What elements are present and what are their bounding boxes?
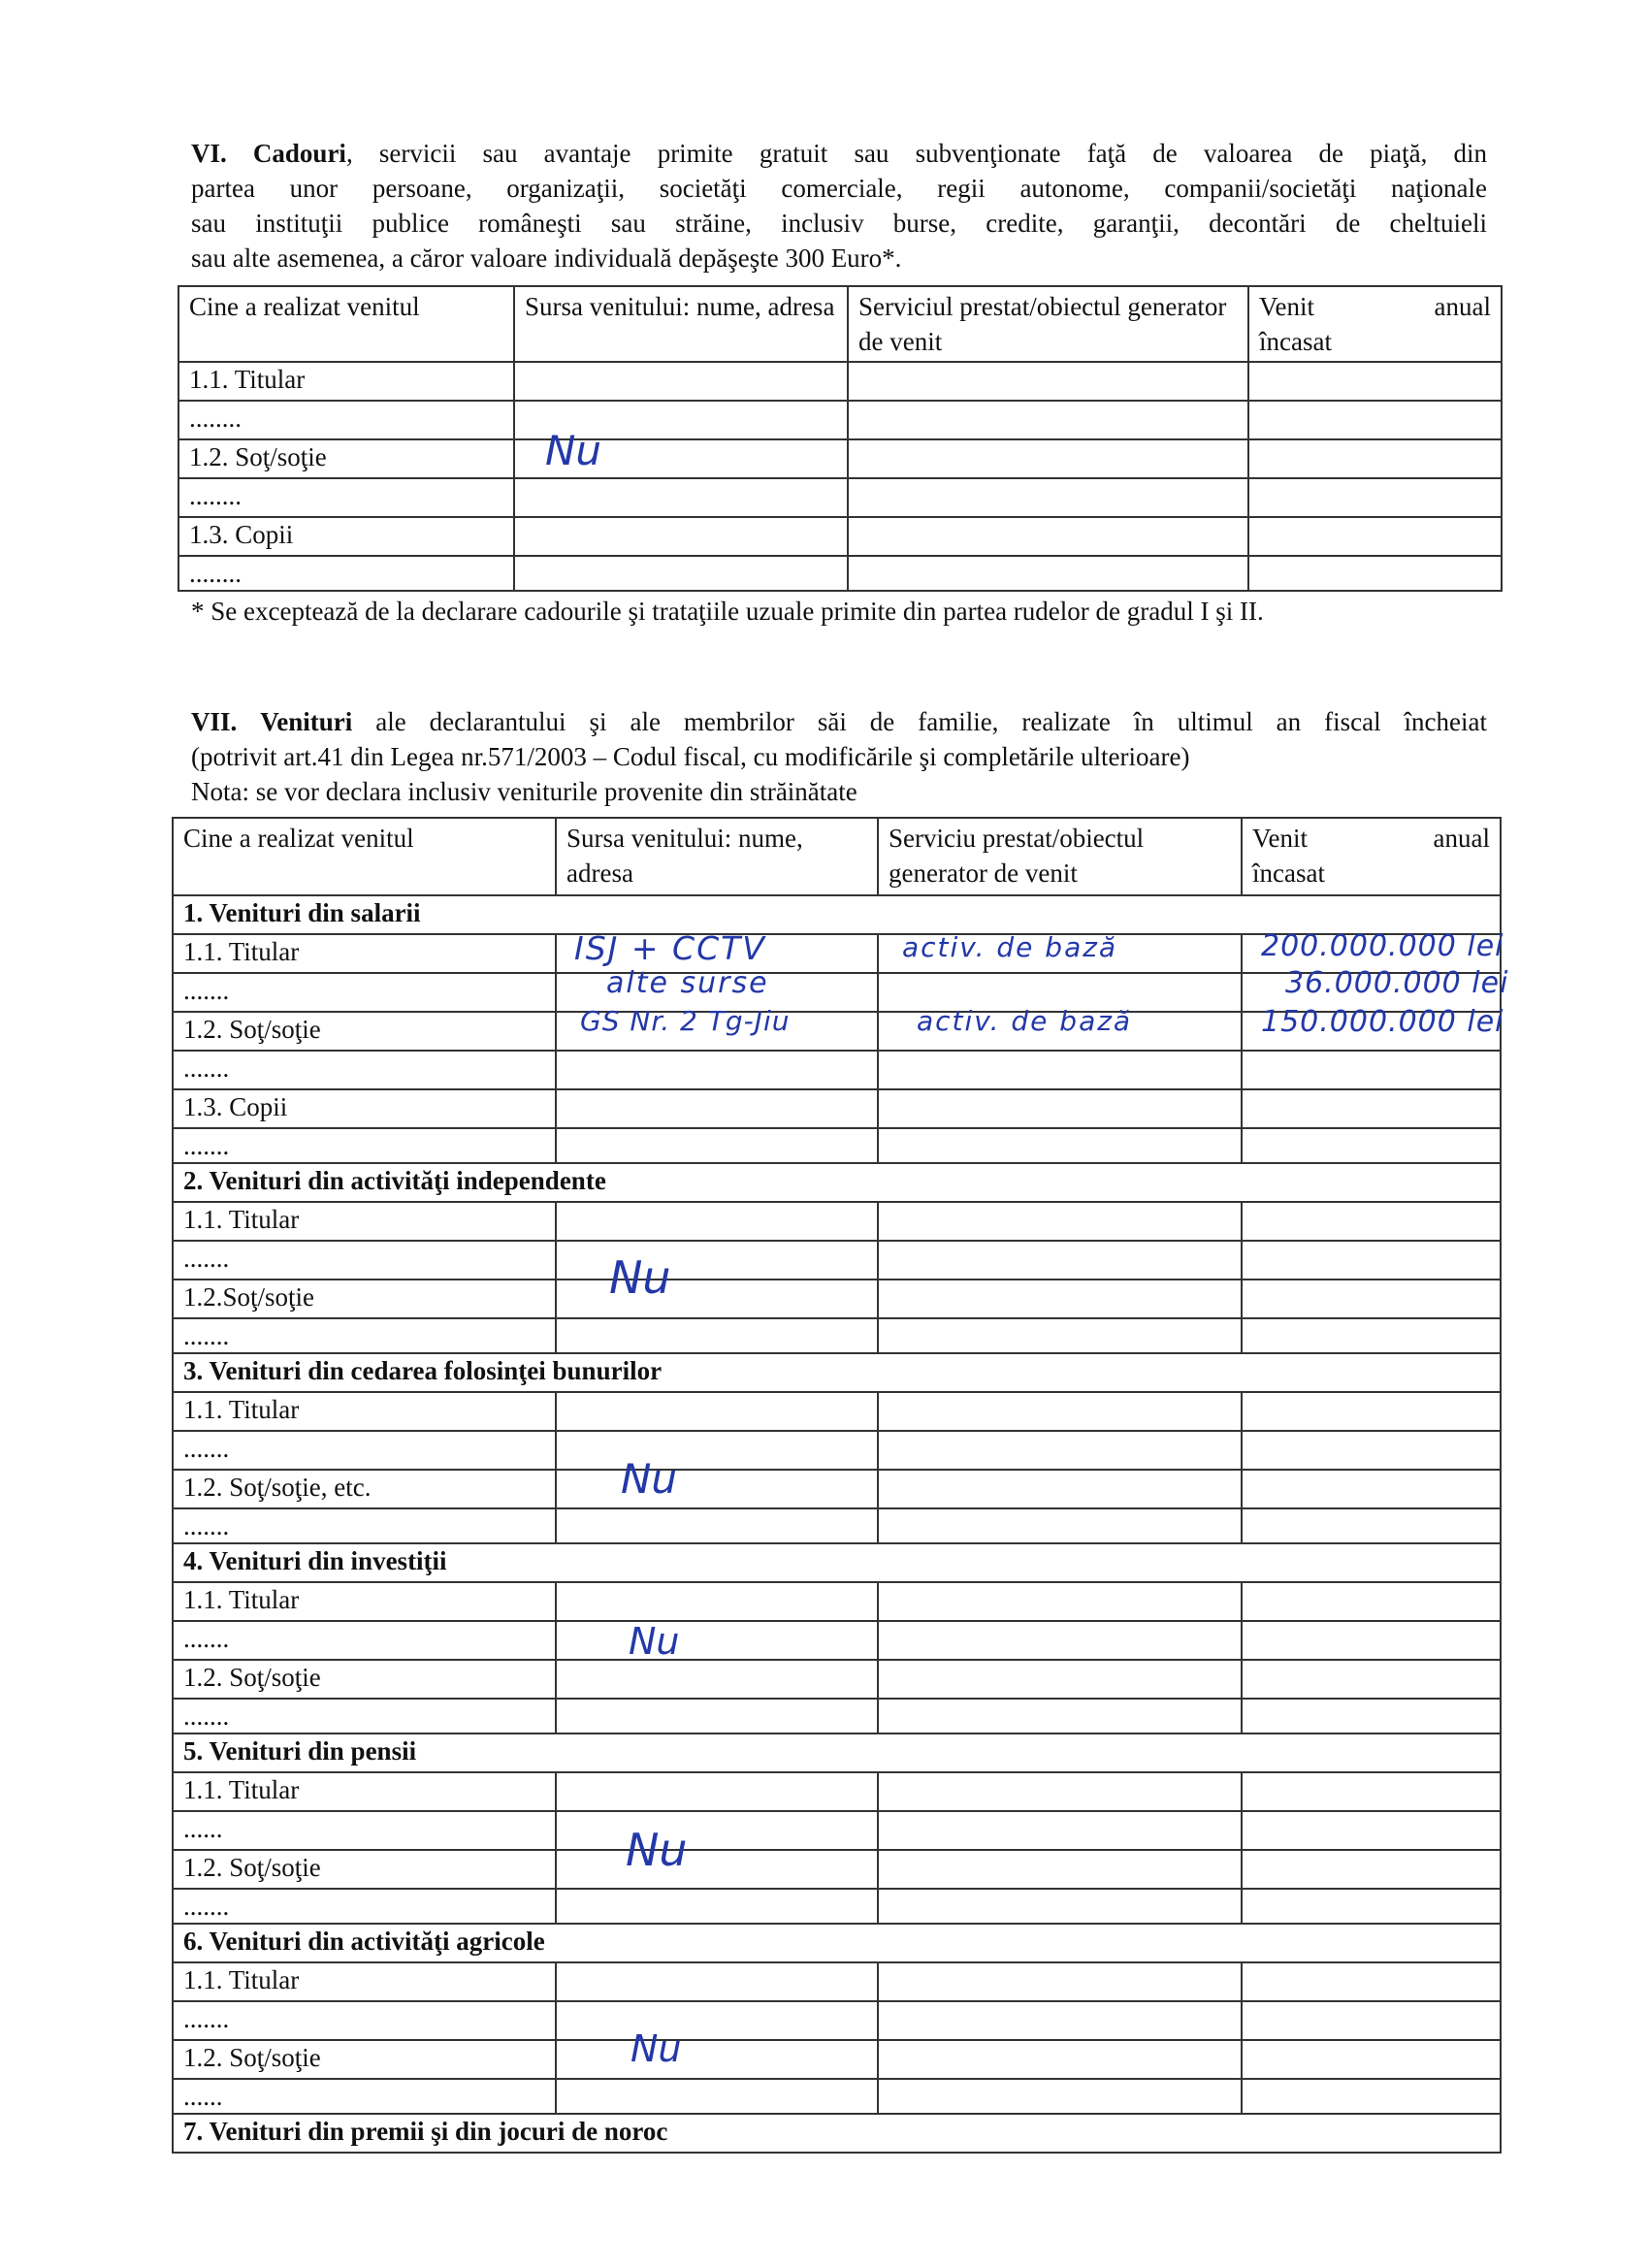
table-row xyxy=(173,2040,1501,2079)
table-row xyxy=(173,1699,1501,1733)
section-6-line-1 xyxy=(191,136,1487,171)
section-6-line-4: sau alte asemenea, a căror valoare individuală depăşeşte 300 Euro*. xyxy=(191,243,902,273)
row-label: ....... xyxy=(173,1889,556,1924)
row-label: 1.2.Soţ/soţie xyxy=(173,1280,556,1318)
table-row xyxy=(178,401,1502,439)
section-6-line-1-rest: , servicii sau avantaje primite gratuit sau subvenţionate faţă de valoarea de piaţă, din xyxy=(345,139,1487,168)
handwritten-nu-agricole: Nu xyxy=(630,2027,682,2070)
category-pensii: 5. Venituri din pensii xyxy=(173,1733,1501,1772)
income-header-income-anual: anual xyxy=(1433,824,1490,853)
row-label: ....... xyxy=(173,1621,556,1660)
row-label: ....... xyxy=(173,973,556,1012)
category-row-pensii xyxy=(173,1733,1501,1772)
row-label: ....... xyxy=(173,1699,556,1733)
row-label: ....... xyxy=(173,1051,556,1089)
gifts-header-income-venit: Venit xyxy=(1259,292,1314,321)
table-row xyxy=(178,478,1502,517)
table-row xyxy=(173,1508,1501,1543)
table-row xyxy=(173,1431,1501,1470)
handwritten-other-source: alte surse xyxy=(606,966,769,1000)
row-label: 1.1. Titular xyxy=(178,362,514,401)
row-label: ...... xyxy=(173,2079,556,2114)
table-row xyxy=(173,1621,1501,1660)
section-7-line-1-rest: ale declarantului şi ale membrilor săi de familie, realizate în ultimul an fiscal încheiat xyxy=(352,707,1487,736)
table-row xyxy=(173,2079,1501,2114)
table-row xyxy=(173,1660,1501,1699)
row-label: ...... xyxy=(173,1811,556,1850)
income-header-source: Sursa venitului: nume, adresa xyxy=(556,818,878,895)
section-6-title: Cadouri xyxy=(252,139,346,168)
table-row xyxy=(173,1889,1501,1924)
handwritten-nu-independente: Nu xyxy=(609,1251,671,1304)
section-7-line-1 xyxy=(191,704,1487,739)
category-row-investitii xyxy=(173,1543,1501,1582)
gifts-header-who: Cine a realizat venitul xyxy=(178,286,514,362)
table-row xyxy=(173,1241,1501,1280)
category-row-agricole xyxy=(173,1924,1501,1962)
row-label: ....... xyxy=(173,1128,556,1163)
income-header-income-incasat: încasat xyxy=(1252,859,1325,888)
gifts-header-source: Sursa venitului: nume, adresa xyxy=(514,286,848,362)
row-label: ....... xyxy=(173,1431,556,1470)
handwritten-titular-source: ISJ + CCTV xyxy=(574,929,766,967)
income-header-income xyxy=(1242,818,1501,895)
gifts-table xyxy=(178,285,1503,592)
row-label: 1.1. Titular xyxy=(173,1392,556,1431)
income-header-who: Cine a realizat venitul xyxy=(173,818,556,895)
table-row xyxy=(173,1811,1501,1850)
section-6-line-3: sau instituţii publice româneşti sau străine, inclusiv burse, credite, garanţii, decontări de cheltuieli xyxy=(191,209,1487,238)
table-row xyxy=(173,1582,1501,1621)
row-label: 1.1. Titular xyxy=(173,1202,556,1241)
handwritten-titular-service: activ. de bază xyxy=(902,931,1118,963)
row-label: 1.2. Soţ/soţie xyxy=(178,439,514,478)
handwritten-titular-amount: 200.000.000 lei xyxy=(1261,929,1504,963)
gifts-header-income-anual: anual xyxy=(1434,292,1491,321)
table-row xyxy=(173,1318,1501,1353)
income-header-income-venit: Venit xyxy=(1252,824,1308,853)
row-label: 1.1. Titular xyxy=(173,1772,556,1811)
handwritten-nu-pensii: Nu xyxy=(626,1824,688,1876)
row-label: ........ xyxy=(178,556,514,591)
handwritten-nu-cedare: Nu xyxy=(621,1455,678,1503)
income-header-service: Serviciu prestat/obiectul generator de venit xyxy=(878,818,1242,895)
section-7-line-2: (potrivit art.41 din Legea nr.571/2003 – Codul fiscal, cu modificările şi completările ulterioare) xyxy=(191,742,1190,771)
row-label: ........ xyxy=(178,401,514,439)
category-cedare: 3. Venituri din cedarea folosinţei bunurilor xyxy=(173,1353,1501,1392)
table-row xyxy=(178,439,1502,478)
income-table-header xyxy=(173,818,1501,895)
row-label: 1.3. Copii xyxy=(173,1089,556,1128)
handwritten-other-amount: 36.000.000 lei xyxy=(1285,966,1509,1000)
row-label: 1.2. Soţ/soţie xyxy=(173,1012,556,1051)
category-row-independente xyxy=(173,1163,1501,1202)
section-6-number: VI. xyxy=(191,139,227,168)
handwritten-spouse-amount: 150.000.000 lei xyxy=(1261,1005,1504,1039)
table-row xyxy=(173,1128,1501,1163)
row-label: 1.2. Soţ/soţie xyxy=(173,1660,556,1699)
table-row xyxy=(178,556,1502,591)
row-label: ........ xyxy=(178,478,514,517)
row-label: 1.2. Soţ/soţie xyxy=(173,1850,556,1889)
section-7-line-3: Nota: se vor declara inclusiv veniturile provenite din străinătate xyxy=(191,777,857,806)
row-label: ....... xyxy=(173,1508,556,1543)
category-agricole: 6. Venituri din activităţi agricole xyxy=(173,1924,1501,1962)
table-row xyxy=(178,362,1502,401)
category-independente: 2. Venituri din activităţi independente xyxy=(173,1163,1501,1202)
table-row xyxy=(173,1089,1501,1128)
gifts-header-income-incasat: încasat xyxy=(1259,327,1332,356)
table-row xyxy=(173,1850,1501,1889)
row-label: 1.1. Titular xyxy=(173,934,556,973)
row-label: ....... xyxy=(173,1241,556,1280)
gifts-table-header xyxy=(178,286,1502,362)
category-row-cedare xyxy=(173,1353,1501,1392)
category-premii: 7. Venituri din premii şi din jocuri de noroc xyxy=(173,2114,1501,2153)
gifts-header-service: Serviciul prestat/obiectul generator de venit xyxy=(848,286,1248,362)
handwritten-spouse-service: activ. de bază xyxy=(917,1005,1133,1037)
row-label: 1.3. Copii xyxy=(178,517,514,556)
section-7-intro xyxy=(191,704,1487,809)
category-row-salarii xyxy=(173,895,1501,934)
row-label: 1.1. Titular xyxy=(173,1962,556,2001)
section-7-title: Venituri xyxy=(260,707,353,736)
gifts-header-income xyxy=(1248,286,1502,362)
table-row xyxy=(178,517,1502,556)
gifts-footnote: * Se exceptează de la declarare cadourile şi trataţiile uzuale primite din partea rudelor de gradul I şi II. xyxy=(191,597,1264,626)
row-label: ....... xyxy=(173,1318,556,1353)
table-row xyxy=(173,1280,1501,1318)
table-row xyxy=(173,1392,1501,1431)
table-row xyxy=(173,2001,1501,2040)
handwritten-spouse-source: GS Nr. 2 Tg-Jiu xyxy=(580,1005,791,1037)
category-row-premii xyxy=(173,2114,1501,2153)
handwritten-nu-investitii: Nu xyxy=(629,1620,680,1663)
row-label: 1.2. Soţ/soţie xyxy=(173,2040,556,2079)
row-label: 1.2. Soţ/soţie, etc. xyxy=(173,1470,556,1508)
handwritten-nu-gifts: Nu xyxy=(545,427,602,474)
table-row xyxy=(173,1470,1501,1508)
table-row xyxy=(173,1051,1501,1089)
table-row xyxy=(173,1772,1501,1811)
category-salarii: 1. Venituri din salarii xyxy=(173,895,1501,934)
category-investitii: 4. Venituri din investiţii xyxy=(173,1543,1501,1582)
section-6-line-2: partea unor persoane, organizaţii, societăţi comerciale, regii autonome, companii/societăţi naţionale xyxy=(191,174,1487,203)
table-row xyxy=(173,1962,1501,2001)
row-label: 1.1. Titular xyxy=(173,1582,556,1621)
section-6-intro xyxy=(191,136,1487,275)
section-7-number: VII. xyxy=(191,707,238,736)
row-label: ....... xyxy=(173,2001,556,2040)
table-row xyxy=(173,1202,1501,1241)
